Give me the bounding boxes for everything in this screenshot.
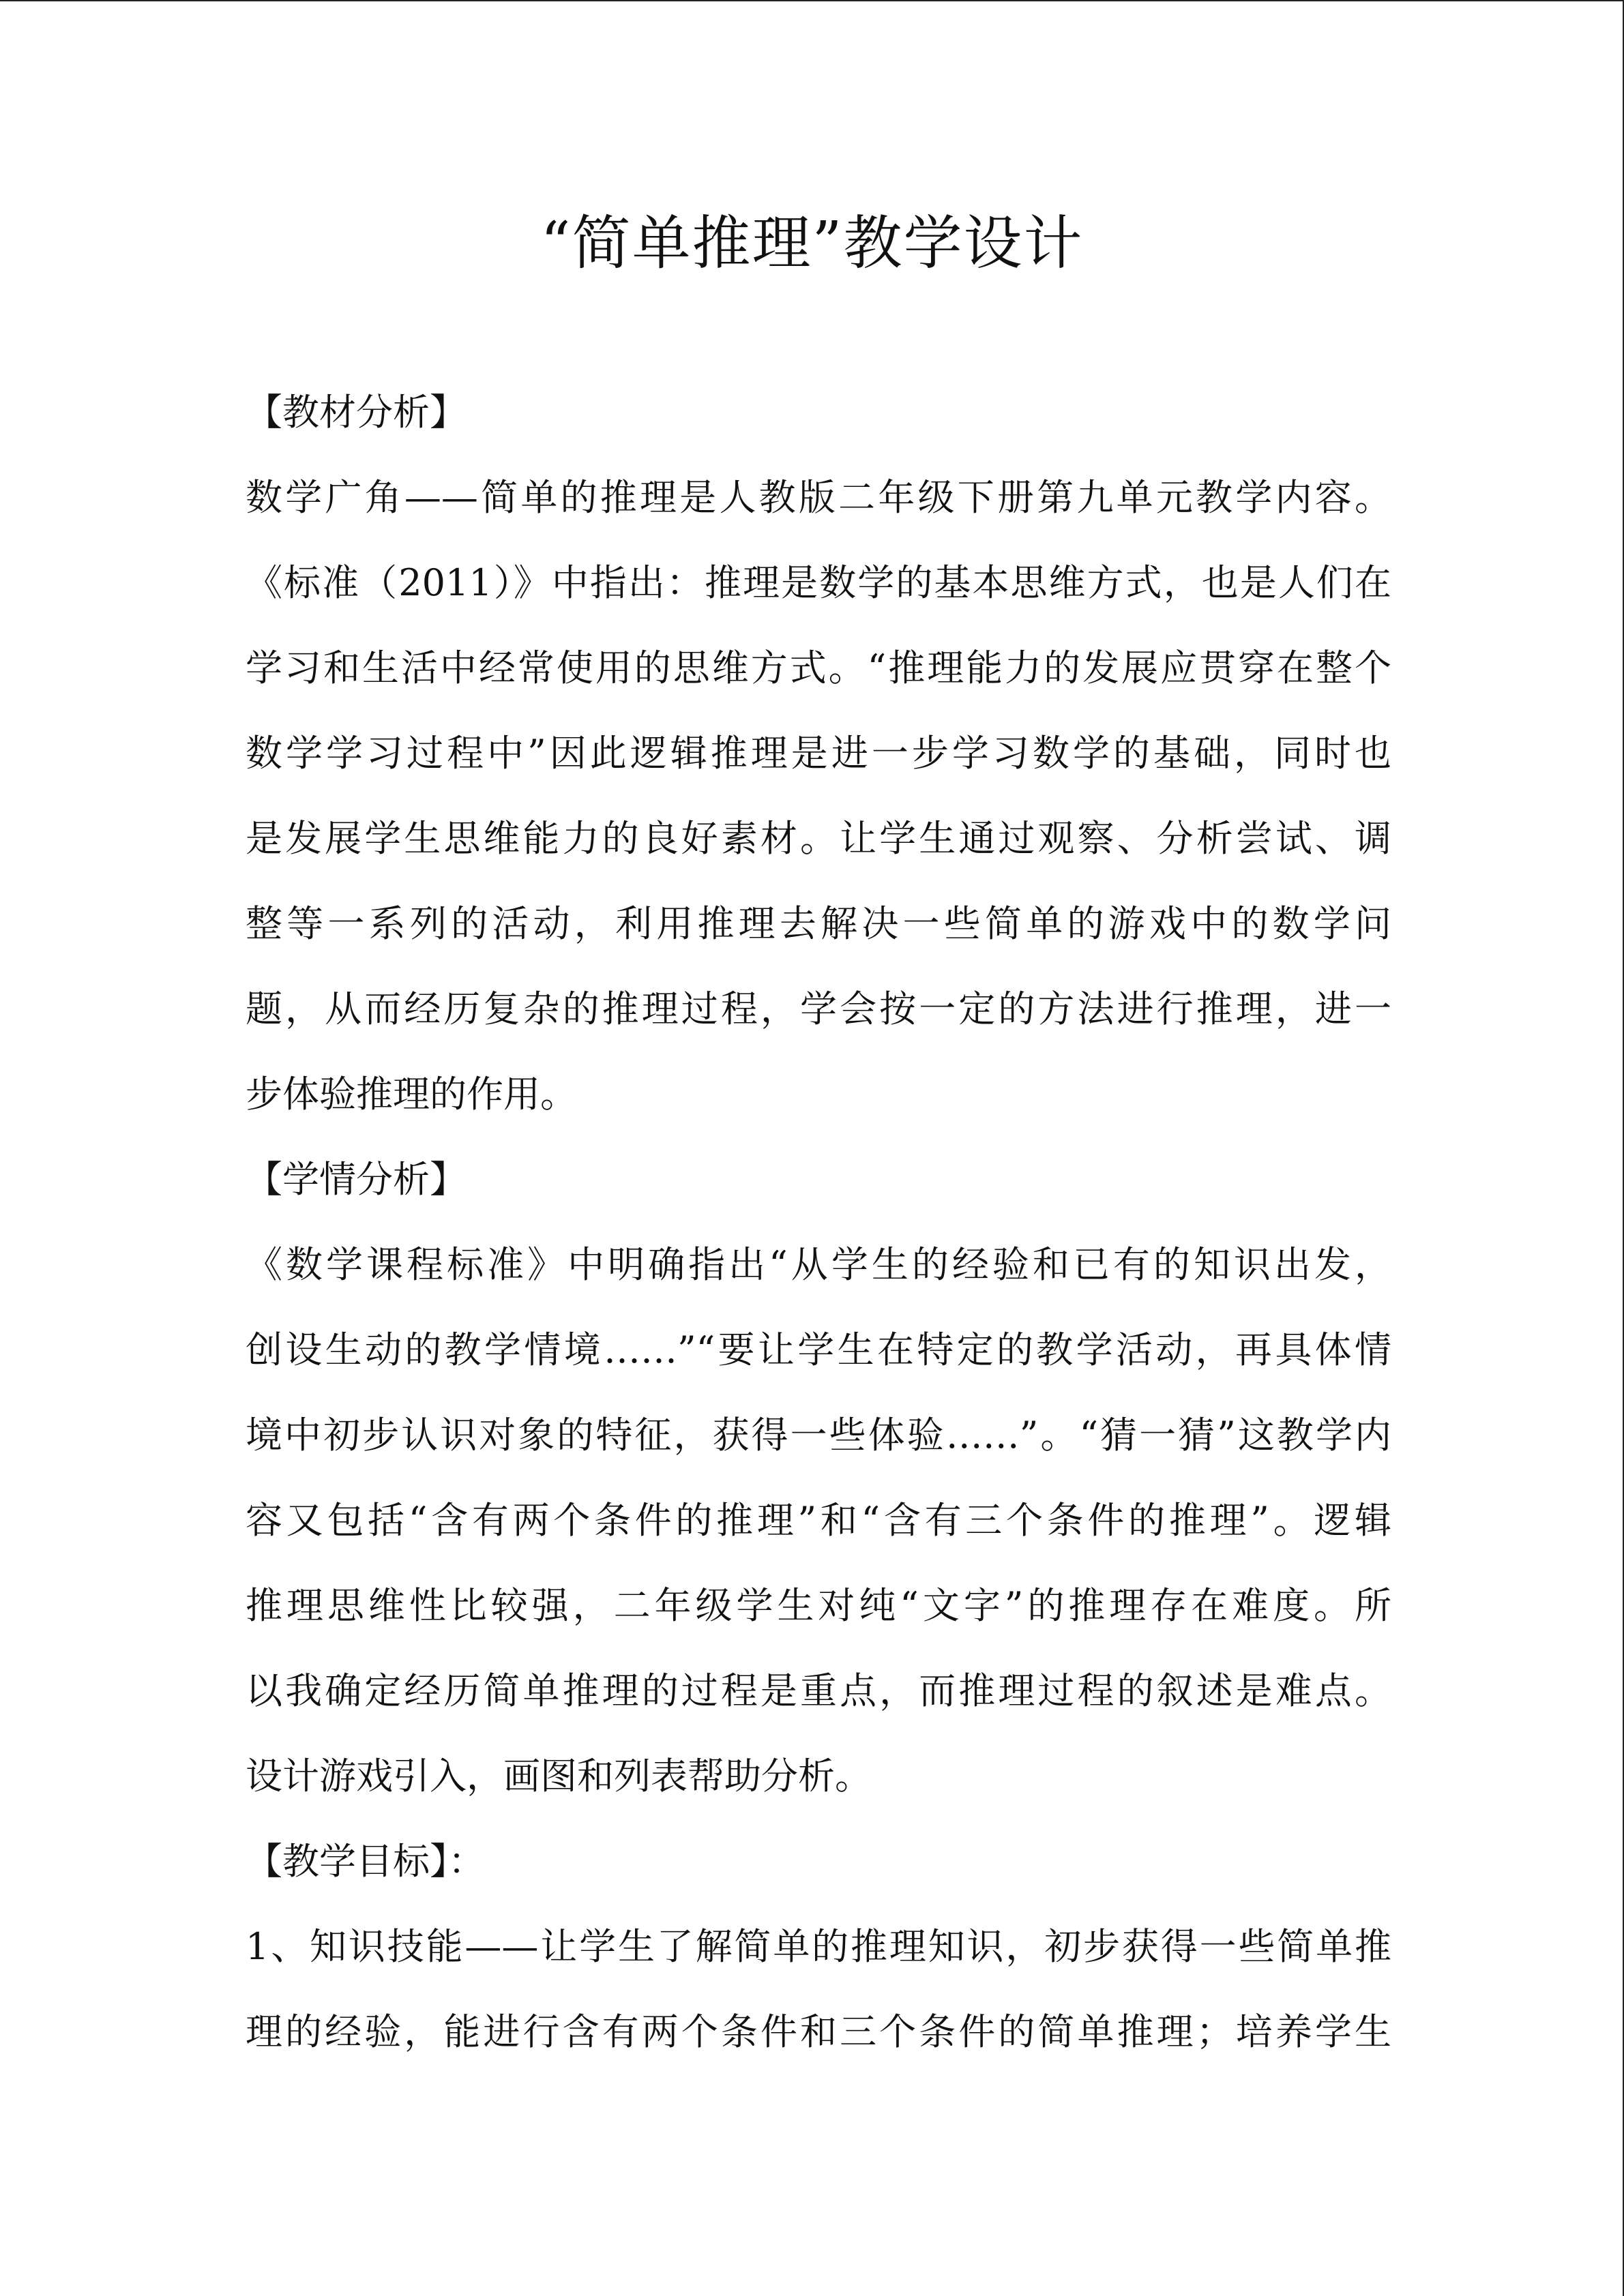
document-title: “简单推理”教学设计: [540, 209, 1084, 278]
text-line: 【教学目标】：: [246, 1840, 485, 1883]
text-line: 创设生动的教学情境……”“要让学生在特定的教学活动，再具体情: [246, 1328, 1391, 1371]
text-line: 《标准（2011）》中指出：推理是数学的基本思维方式，也是人们在: [246, 561, 1391, 604]
text-line: 题，从而经历复杂的推理过程，学会按一定的方法进行推理，进一: [246, 987, 1391, 1030]
document-body: [246, 370, 1391, 2074]
text-line: 推理思维性比较强，二年级学生对纯“文字”的推理存在难度。所: [246, 1584, 1391, 1627]
text-line: 《数学课程标准》中明确指出“从学生的经验和已有的知识出发，: [246, 1243, 1391, 1286]
text-line: 【教材分析】: [246, 391, 467, 434]
text-line: 设计游戏引入，画图和列表帮助分析。: [246, 1755, 872, 1798]
text-line: 境中初步认识对象的特征，获得一些体验……”。“猜一猜”这教学内: [246, 1414, 1391, 1457]
text-line: 是发展学生思维能力的良好素材。让学生通过观察、分析尝试、调: [246, 817, 1391, 860]
text-line: 数学学习过程中”因此逻辑推理是进一步学习数学的基础，同时也: [246, 732, 1391, 775]
text-line: 步体验推理的作用。: [246, 1073, 577, 1116]
text-line: 以我确定经历简单推理的过程是重点，而推理过程的叙述是难点。: [246, 1669, 1391, 1712]
text-line: 数学广角——简单的推理是人教版二年级下册第九单元教学内容。: [246, 476, 1391, 519]
text-line: 整等一系列的活动，利用推理去解决一些简单的游戏中的数学问: [246, 902, 1391, 945]
text-line: 1、知识技能——让学生了解简单的推理知识，初步获得一些简单推: [246, 1925, 1391, 1968]
text-line: 容又包括“含有两个条件的推理”和“含有三个条件的推理”。逻辑: [246, 1499, 1391, 1542]
text-line: 【学情分析】: [246, 1158, 467, 1201]
text-line: 学习和生活中经常使用的思维方式。“推理能力的发展应贯穿在整个: [246, 646, 1391, 689]
text-line: 理的经验，能进行含有两个条件和三个条件的简单推理；培养学生: [246, 2010, 1391, 2053]
